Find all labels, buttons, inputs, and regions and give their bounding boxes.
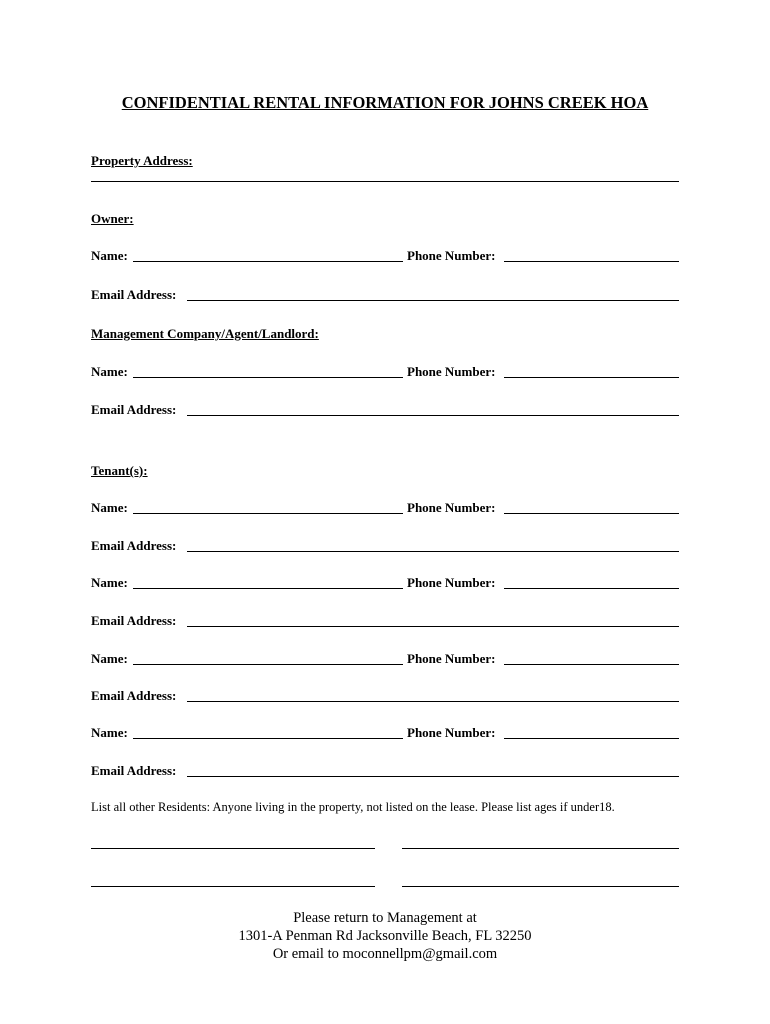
management-phone-label: Phone Number: [407, 364, 496, 379]
tenant-name-label: Name: [91, 575, 128, 590]
email-instruction: Or email to moconnellpm@gmail.com [272, 946, 498, 962]
owner-name-field[interactable] [133, 261, 403, 262]
tenant-phone-label: Phone Number: [407, 575, 496, 590]
mailing-address: 1301-A Penman Rd Jacksonville Beach, FL 32250 [238, 928, 532, 944]
tenant-name-field[interactable] [133, 513, 403, 514]
owner-name-label: Name: [91, 248, 128, 263]
management-name-label: Name: [91, 364, 128, 379]
management-name-field[interactable] [133, 377, 403, 378]
owner-phone-label: Phone Number: [407, 248, 496, 263]
tenant-phone-field[interactable] [504, 664, 679, 665]
tenant-name-row [91, 575, 679, 591]
tenant-phone-label: Phone Number: [407, 725, 496, 740]
tenant-email-field[interactable] [187, 701, 679, 702]
resident-field[interactable] [402, 848, 679, 849]
tenant-email-row [91, 613, 679, 629]
owner-email-field[interactable] [187, 300, 679, 301]
tenant-phone-label: Phone Number: [407, 651, 496, 666]
tenant-email-field[interactable] [187, 551, 679, 552]
property-address-label: Property Address: [91, 153, 193, 168]
resident-field[interactable] [91, 886, 375, 887]
tenant-name-label: Name: [91, 651, 128, 666]
tenant-email-row [91, 763, 679, 779]
tenant-email-label: Email Address: [91, 613, 177, 628]
tenant-name-label: Name: [91, 725, 128, 740]
tenant-phone-field[interactable] [504, 513, 679, 514]
return-line: Please return to Management at [293, 910, 477, 926]
tenant-phone-field[interactable] [504, 738, 679, 739]
owner-name-row [91, 248, 679, 264]
tenant-name-label: Name: [91, 500, 128, 515]
resident-field[interactable] [402, 886, 679, 887]
management-email-label: Email Address: [91, 402, 177, 417]
tenant-email-label: Email Address: [91, 688, 177, 703]
tenants-heading: Tenant(s): [91, 463, 148, 478]
property-address-field[interactable] [91, 181, 679, 182]
tenant-name-field[interactable] [133, 588, 403, 589]
tenant-phone-label: Phone Number: [407, 500, 496, 515]
tenant-email-row [91, 538, 679, 554]
tenant-email-field[interactable] [187, 776, 679, 777]
tenant-email-field[interactable] [187, 626, 679, 627]
management-email-row [91, 402, 679, 418]
tenant-email-label: Email Address: [91, 538, 177, 553]
management-heading: Management Company/Agent/Landlord: [91, 326, 319, 341]
form-title: CONFIDENTIAL RENTAL INFORMATION FOR JOHNS CREEK HOA [121, 93, 649, 112]
tenant-name-row [91, 725, 679, 741]
resident-field[interactable] [91, 848, 375, 849]
residents-note: List all other Residents: Anyone living in the property, not listed on the lease. Please list ages if under18. [91, 800, 615, 814]
owner-email-row [91, 287, 679, 303]
tenant-name-field[interactable] [133, 738, 403, 739]
owner-phone-field[interactable] [504, 261, 679, 262]
management-name-row [91, 364, 679, 380]
return-instructions [0, 909, 770, 963]
tenant-name-row [91, 651, 679, 667]
tenant-email-label: Email Address: [91, 763, 177, 778]
owner-email-label: Email Address: [91, 287, 177, 302]
tenant-email-row [91, 688, 679, 704]
owner-heading: Owner: [91, 211, 134, 226]
tenant-name-field[interactable] [133, 664, 403, 665]
tenant-name-row [91, 500, 679, 516]
management-email-field[interactable] [187, 415, 679, 416]
tenant-phone-field[interactable] [504, 588, 679, 589]
management-phone-field[interactable] [504, 377, 679, 378]
